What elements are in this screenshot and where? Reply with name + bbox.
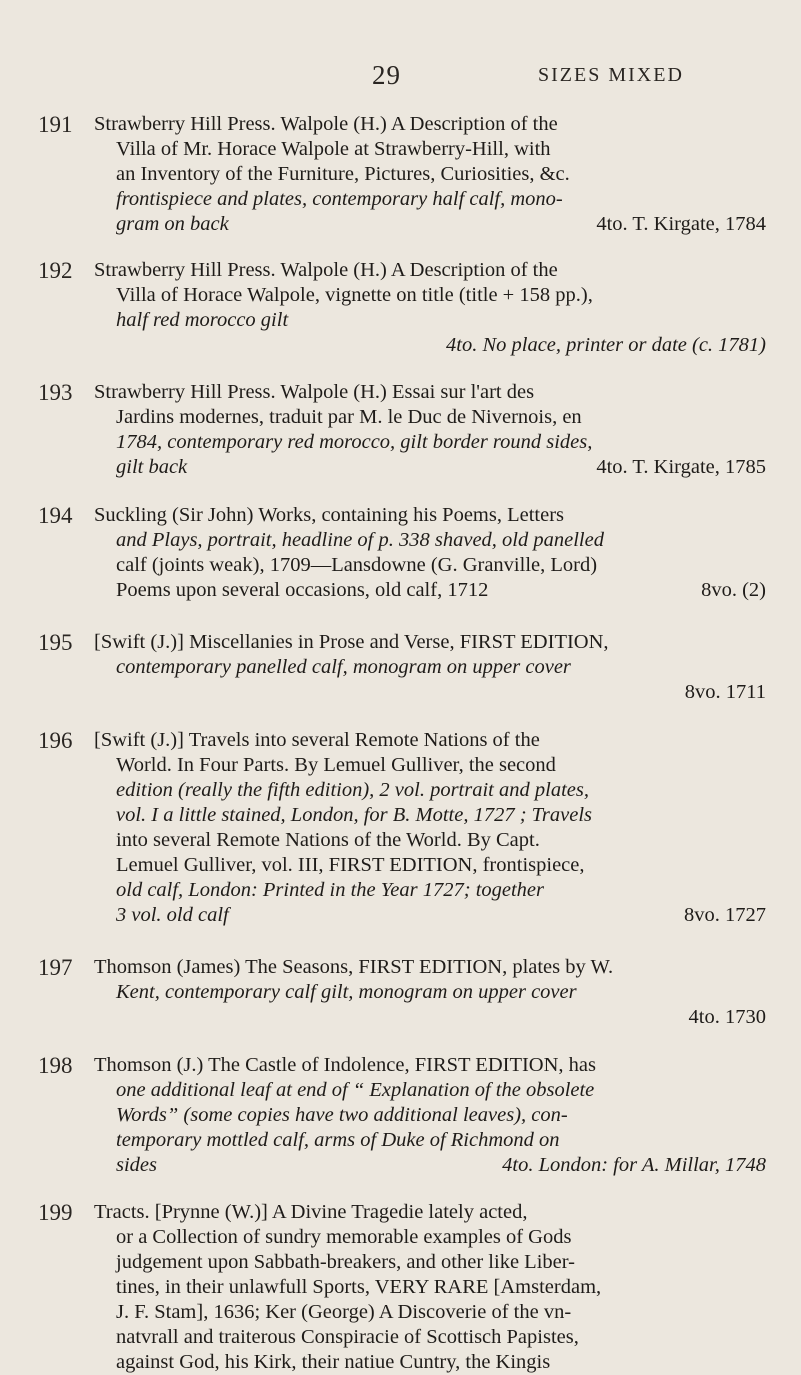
lot-line: [Swift (J.)] Miscellanies in Prose and Verse, FIRST EDITION, bbox=[94, 631, 609, 653]
lot-format-date: 4to. 1730 bbox=[688, 1006, 766, 1028]
lot-description bbox=[94, 1053, 766, 1178]
lot-line: natvrall and traiterous Conspiracie of Scottisch Papistes, bbox=[116, 1326, 579, 1348]
lot-format-date: 8vo. 1727 bbox=[684, 904, 766, 926]
lot-format-date: 8vo. (2) bbox=[701, 579, 766, 601]
lot-number: 194 bbox=[38, 503, 73, 528]
lot-description bbox=[94, 258, 766, 358]
lot-description bbox=[94, 112, 766, 237]
lot-line: and Plays, portrait, headline of p. 338 shaved, old panelled bbox=[116, 529, 604, 551]
lot-line: Strawberry Hill Press. Walpole (H.) Essai sur l'art des bbox=[94, 381, 535, 403]
lot-format-date: 4to. London: for A. Millar, 1748 bbox=[502, 1154, 766, 1176]
lot-line: Words” (some copies have two additional leaves), con- bbox=[116, 1104, 568, 1126]
lot-number: 192 bbox=[38, 258, 73, 283]
lot-line: Kent, contemporary calf gilt, monogram on upper cover bbox=[116, 981, 577, 1003]
lot-number: 196 bbox=[38, 728, 73, 753]
lot-number: 191 bbox=[38, 112, 73, 137]
lot-line: frontispiece and plates, contemporary half calf, mono- bbox=[116, 188, 563, 210]
page-number: 29 bbox=[372, 60, 401, 90]
lot-number: 199 bbox=[38, 1200, 73, 1225]
lot-line: 1784, contemporary red morocco, gilt border round sides, bbox=[116, 431, 593, 453]
lot-line: edition (really the fifth edition), 2 vol. portrait and plates, bbox=[116, 779, 589, 801]
lot-description bbox=[94, 380, 766, 480]
lot-line: Lemuel Gulliver, vol. III, FIRST EDITION, frontispiece, bbox=[116, 854, 585, 876]
lot-line: contemporary panelled calf, monogram on upper cover bbox=[116, 656, 571, 678]
lot-description bbox=[94, 955, 766, 1030]
lot-number: 197 bbox=[38, 955, 73, 980]
lot-line: an Inventory of the Furniture, Pictures, Curiosities, &c. bbox=[116, 163, 570, 185]
lot-line: half red morocco gilt bbox=[116, 309, 289, 331]
lot-line: against God, his Kirk, their natiue Cuntry, the Kingis bbox=[116, 1351, 551, 1373]
lot-description bbox=[94, 630, 766, 705]
lot-line: Villa of Mr. Horace Walpole at Strawberry-Hill, with bbox=[116, 138, 551, 160]
lot-format-date: 4to. T. Kirgate, 1785 bbox=[596, 456, 766, 478]
lot-line: Strawberry Hill Press. Walpole (H.) A Description of the bbox=[94, 259, 558, 281]
lot-format-date: 4to. No place, printer or date (c. 1781) bbox=[446, 334, 766, 356]
lot-line: one additional leaf at end of “ Explanation of the obsolete bbox=[116, 1079, 595, 1101]
lot-line: Villa of Horace Walpole, vignette on title (title + 158 pp.), bbox=[116, 284, 593, 306]
lot-line: Thomson (J.) The Castle of Indolence, FIRST EDITION, has bbox=[94, 1054, 596, 1076]
lot-description bbox=[94, 728, 766, 928]
lot-line: sides bbox=[116, 1154, 157, 1176]
lot-line: temporary mottled calf, arms of Duke of Richmond on bbox=[116, 1129, 560, 1151]
lot-line: J. F. Stam], 1636; Ker (George) A Discoverie of the vn- bbox=[116, 1301, 572, 1323]
lot-line: or a Collection of sundry memorable examples of Gods bbox=[116, 1226, 572, 1248]
running-head: SIZES MIXED bbox=[538, 64, 684, 86]
lot-line: Strawberry Hill Press. Walpole (H.) A Description of the bbox=[94, 113, 558, 135]
lot-number: 193 bbox=[38, 380, 73, 405]
lot-line: Poems upon several occasions, old calf, 1712 bbox=[116, 579, 489, 601]
lot-line: old calf, London: Printed in the Year 1727; together bbox=[116, 879, 545, 901]
lot-description bbox=[94, 1200, 766, 1375]
lot-line: gram on back bbox=[116, 213, 229, 235]
lot-line: 3 vol. old calf bbox=[116, 904, 229, 926]
lot-line: calf (joints weak), 1709—Lansdowne (G. Granville, Lord) bbox=[116, 554, 598, 576]
lot-number: 195 bbox=[38, 630, 73, 655]
lot-format-date: 4to. T. Kirgate, 1784 bbox=[596, 213, 766, 235]
lot-description bbox=[94, 503, 766, 603]
lot-format-date: 8vo. 1711 bbox=[684, 681, 766, 703]
page-header bbox=[0, 60, 801, 96]
lot-line: Jardins modernes, traduit par M. le Duc de Nivernois, en bbox=[116, 406, 582, 428]
lot-line: World. In Four Parts. By Lemuel Gulliver, the second bbox=[116, 754, 556, 776]
lot-number: 198 bbox=[38, 1053, 73, 1078]
lot-line: gilt back bbox=[116, 456, 188, 478]
lot-line: tines, in their unlawfull Sports, VERY RARE [Amsterdam, bbox=[116, 1276, 602, 1298]
lot-line: [Swift (J.)] Travels into several Remote Nations of the bbox=[94, 729, 540, 751]
lot-line: vol. I a little stained, London, for B. Motte, 1727 ; Travels bbox=[116, 804, 593, 826]
lot-line: into several Remote Nations of the World. By Capt. bbox=[116, 829, 540, 851]
lot-line: judgement upon Sabbath-breakers, and other like Liber- bbox=[116, 1251, 575, 1273]
lot-line: Thomson (James) The Seasons, FIRST EDITION, plates by W. bbox=[94, 956, 614, 978]
lot-line: Suckling (Sir John) Works, containing his Poems, Letters bbox=[94, 504, 565, 526]
lot-line: Tracts. [Prynne (W.)] A Divine Tragedie lately acted, bbox=[94, 1201, 528, 1223]
